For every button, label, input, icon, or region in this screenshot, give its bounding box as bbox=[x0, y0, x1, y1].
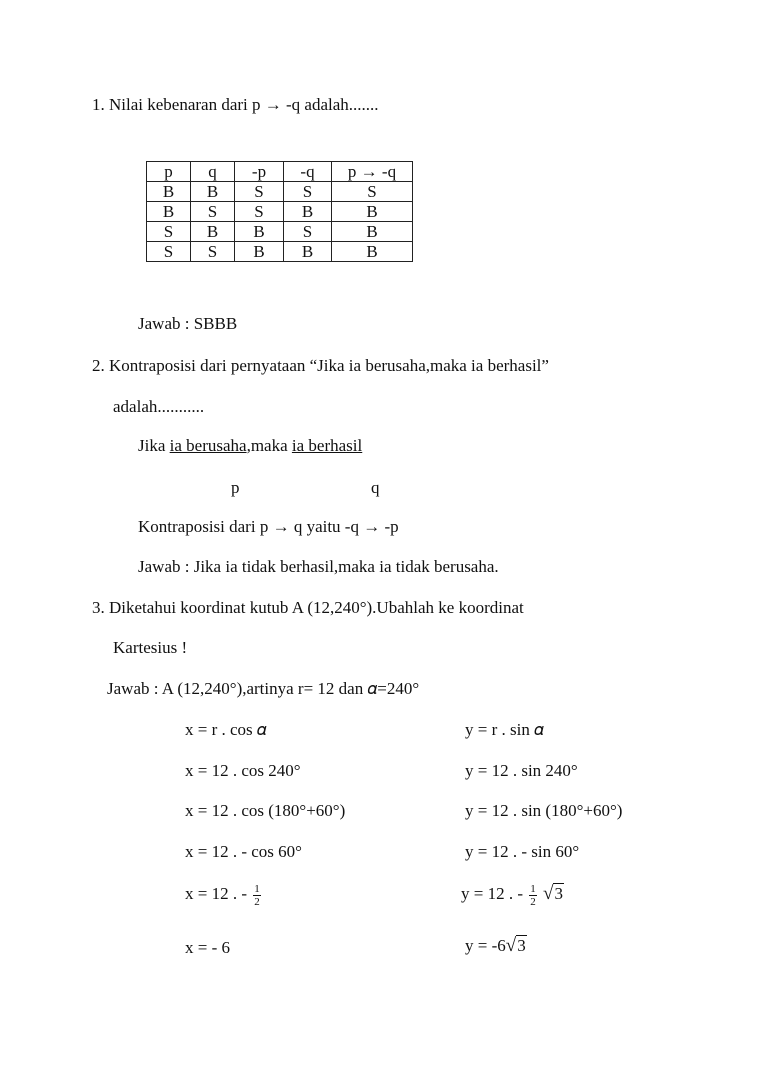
table-cell: S bbox=[284, 222, 332, 242]
table-cell: B bbox=[191, 222, 235, 242]
table-cell: B bbox=[332, 242, 413, 262]
label-q: q bbox=[371, 478, 380, 497]
radical-sign-icon: √ bbox=[505, 935, 517, 956]
square-root bbox=[506, 936, 527, 956]
table-cell: B bbox=[235, 222, 284, 242]
table-cell: B bbox=[284, 202, 332, 222]
table-cell: S bbox=[332, 182, 413, 202]
question-3-text-line1: 3. Diketahui koordinat kutub A (12,240°).Ubahlah ke koordinat bbox=[92, 598, 524, 617]
table-cell: B bbox=[147, 182, 191, 202]
question-3-answer-intro: Jawab : A (12,240°),artinya r= 12 dan 𝛼=240° bbox=[107, 679, 420, 698]
table-cell: S bbox=[284, 182, 332, 202]
square-root bbox=[543, 877, 564, 911]
x-step-1: x = r . cos 𝛼 bbox=[185, 720, 267, 739]
square-root-argument: 3 bbox=[517, 936, 526, 955]
x-fraction-prefix: x = 12 . - bbox=[185, 884, 247, 903]
square-root-argument: 3 bbox=[554, 884, 563, 903]
question-1-answer: Jawab : SBBB bbox=[138, 314, 238, 333]
y-step-1: y = r . sin 𝛼 bbox=[465, 720, 544, 739]
x-step-2: x = 12 . cos 240° bbox=[185, 761, 301, 780]
statement-prefix: Jika bbox=[138, 436, 170, 455]
statement-part-p: ia berusaha bbox=[169, 436, 247, 455]
statement-part-q: ia berhasil bbox=[291, 436, 363, 455]
x-step-3: x = 12 . cos (180°+60°) bbox=[185, 801, 346, 820]
question-2-text-line2: adalah........... bbox=[113, 397, 205, 416]
table-cell: S bbox=[191, 242, 235, 262]
table-cell: S bbox=[191, 202, 235, 222]
table-header: -q bbox=[284, 162, 332, 182]
y-step-3: y = 12 . sin (180°+60°) bbox=[465, 801, 623, 820]
question-1-text: 1. Nilai kebenaran dari p → -q adalah....... bbox=[92, 95, 379, 114]
question-2-text-line1: 2. Kontraposisi dari pernyataan “Jika ia berusaha,maka ia berhasil” bbox=[92, 356, 549, 375]
fraction-denominator: 2 bbox=[530, 895, 536, 908]
table-cell: B bbox=[191, 182, 235, 202]
table-cell: S bbox=[235, 202, 284, 222]
table-cell: B bbox=[147, 202, 191, 222]
y-final-prefix: y = -6 bbox=[465, 936, 506, 955]
table-row bbox=[147, 202, 413, 222]
table-cell: B bbox=[332, 222, 413, 242]
table-row bbox=[147, 242, 413, 262]
table-header-row bbox=[147, 162, 413, 182]
table-row bbox=[147, 222, 413, 242]
label-p: p bbox=[231, 478, 240, 497]
table-cell: S bbox=[147, 222, 191, 242]
fraction-one-half bbox=[253, 883, 261, 908]
table-header: q bbox=[191, 162, 235, 182]
x-final: x = - 6 bbox=[185, 938, 230, 957]
question-2-answer: Jawab : Jika ia tidak berhasil,maka ia tidak berusaha. bbox=[138, 557, 499, 576]
y-step-fraction bbox=[461, 877, 564, 911]
conditional-statement bbox=[138, 436, 362, 456]
y-fraction-prefix: y = 12 . - bbox=[461, 884, 523, 903]
table-cell: S bbox=[235, 182, 284, 202]
fraction-numerator: 1 bbox=[530, 882, 536, 895]
x-step-4: x = 12 . - cos 60° bbox=[185, 842, 302, 861]
table-cell: B bbox=[284, 242, 332, 262]
table-cell: B bbox=[332, 202, 413, 222]
fraction-one-half bbox=[529, 883, 537, 908]
table-header: p → -q bbox=[332, 162, 413, 182]
fraction-numerator: 1 bbox=[254, 882, 260, 895]
radical-sign-icon: √ bbox=[543, 883, 554, 904]
y-final bbox=[465, 936, 527, 956]
table-cell: B bbox=[235, 242, 284, 262]
question-3-text-line2: Kartesius ! bbox=[113, 638, 188, 657]
y-step-2: y = 12 . sin 240° bbox=[465, 761, 578, 780]
x-step-fraction bbox=[185, 877, 263, 911]
y-step-4: y = 12 . - sin 60° bbox=[465, 842, 580, 861]
fraction-denominator: 2 bbox=[254, 895, 260, 908]
statement-middle: ,maka bbox=[246, 436, 292, 455]
table-row bbox=[147, 182, 413, 202]
table-header: -p bbox=[235, 162, 284, 182]
table-cell: S bbox=[147, 242, 191, 262]
table-header: p bbox=[147, 162, 191, 182]
truth-table bbox=[146, 161, 413, 262]
contrapositive-rule: Kontraposisi dari p → q yaitu -q → -p bbox=[138, 517, 399, 536]
